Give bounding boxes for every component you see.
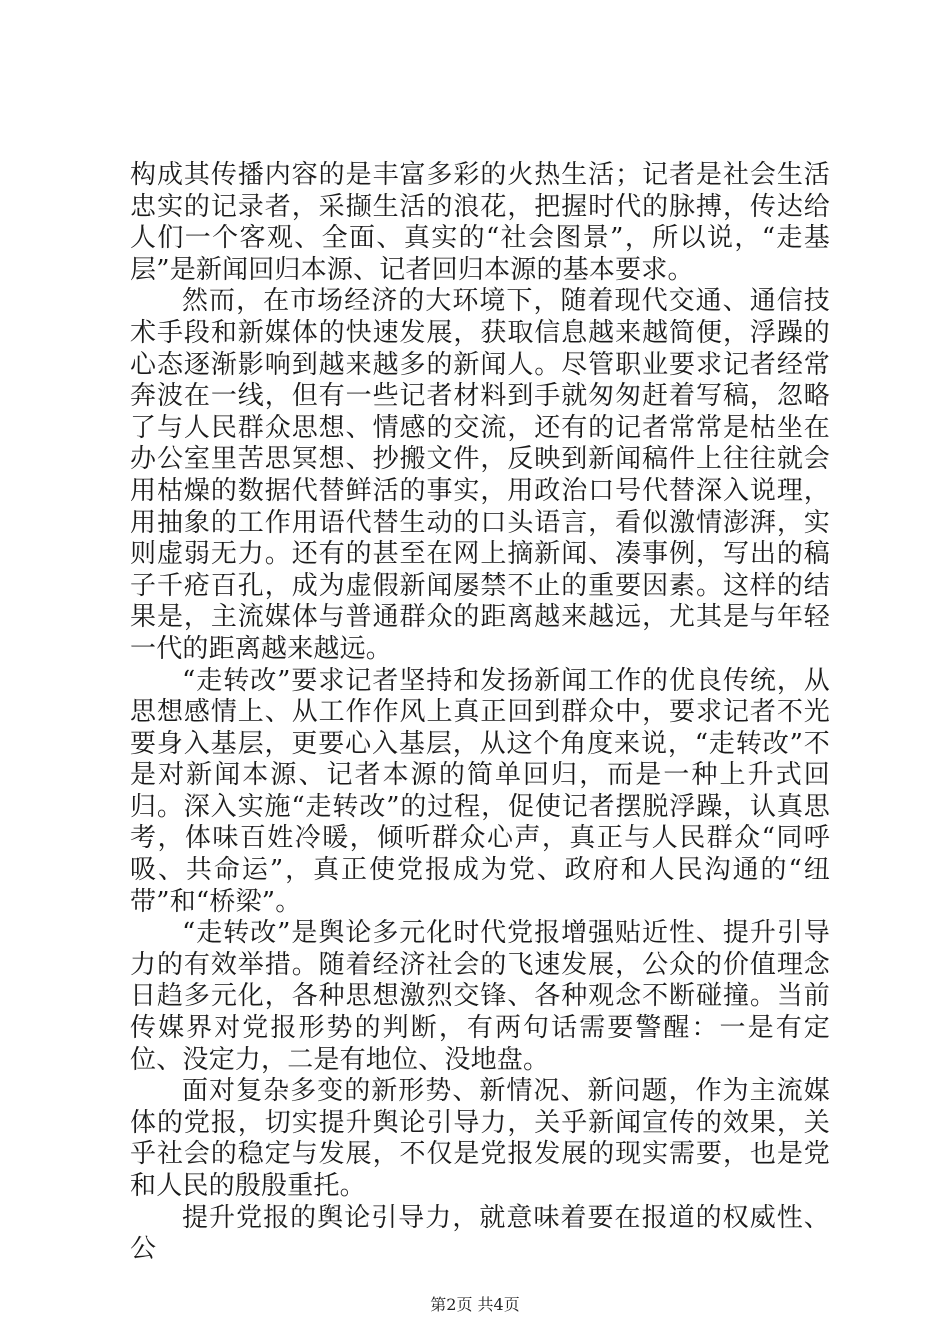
- page-number-footer: 第2页 共4页: [430, 1295, 520, 1314]
- paragraph: 然而，在市场经济的大环境下，随着现代交通、通信技术手段和新媒体的快速发展，获取信息越来越简便，浮躁的心态逐渐影响到越来越多的新闻人。尽管职业要求记者经常奔波在一线，但有一些记者材料到手就匆匆赶着写稿，忽略了与人民群众思想、情感的交流，还有的记者常常是枯坐在办公室里苦思冥想、抄搬文件，反映到新闻稿件上往往就会用枯燥的数据代替鲜活的事实，用政治口号代替深入说理，用抽象的工作用语代替生动的口头语言，看似激情澎湃，实则虚弱无力。还有的甚至在网上摘新闻、凑事例，写出的稿子千疮百孔，成为虚假新闻屡禁不止的重要因素。这样的结果是，主流媒体与普通群众的距离越来越远，尤其是与年轻一代的距离越来越远。: [130, 286, 830, 664]
- paragraph: 构成其传播内容的是丰富多彩的火热生活；记者是社会生活忠实的记录者，采撷生活的浪花，把握时代的脉搏，传达给人们一个客观、全面、真实的“社会图景”，所以说，“走基层”是新闻回归本源、记者回归本源的基本要求。: [130, 160, 830, 285]
- paragraph: 提升党报的舆论引导力，就意味着要在报道的权威性、公: [130, 1202, 830, 1265]
- paragraph: 面对复杂多变的新形势、新情况、新问题，作为主流媒体的党报，切实提升舆论引导力，关乎新闻宣传的效果，关乎社会的稳定与发展，不仅是党报发展的现实需要，也是党和人民的殷殷重托。: [130, 1076, 830, 1201]
- paragraph: “走转改”要求记者坚持和发扬新闻工作的优良传统，从思想感情上、从工作作风上真正回到群众中，要求记者不光要身入基层，更要心入基层，从这个角度来说，“走转改”不是对新闻本源、记者本源的简单回归，而是一种上升式回归。深入实施“走转改”的过程，促使记者摆脱浮躁，认真思考，体味百姓冷暖，倾听群众心声，真正与人民群众“同呼吸、共命运”，真正使党报成为党、政府和人民沟通的“纽带”和“桥梁”。: [130, 665, 830, 917]
- document-body: [130, 160, 830, 1266]
- paragraph: “走转改”是舆论多元化时代党报增强贴近性、提升引导力的有效举措。随着经济社会的飞速发展，公众的价值理念日趋多元化，各种思想激烈交锋、各种观念不断碰撞。当前传媒界对党报形势的判断，有两句话需要警醒：一是有定位、没定力，二是有地位、没地盘。: [130, 918, 830, 1075]
